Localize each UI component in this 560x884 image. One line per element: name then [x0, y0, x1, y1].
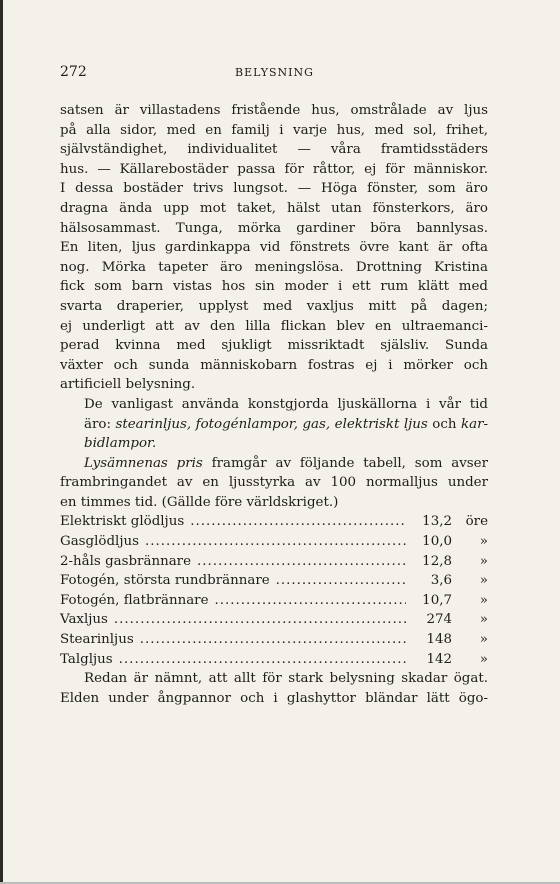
body-text: [60, 101, 488, 708]
table-row: [60, 512, 488, 532]
text-line: fick som barn vistas hos sin moder i ett rum klätt med: [60, 279, 488, 295]
italic-text: Lysämnenas pris: [84, 455, 203, 471]
price-value: 10,7: [422, 592, 452, 608]
price-value: 148: [426, 632, 452, 648]
price-label: Vaxljus: [60, 612, 108, 628]
text-line: hus. — Källarebostäder passa för råttor, ej för människor.: [60, 161, 488, 177]
text-line: svarta draperier, upplyst med vaxljus mitt på dagen;: [60, 298, 488, 314]
text-line: på alla sidor, med en familj i varje hus, med sol, frihet,: [60, 122, 488, 138]
paragraph-1: [60, 101, 488, 395]
text-line: artificiell belysning.: [60, 377, 196, 393]
italic-text: bidlampor.: [84, 436, 157, 452]
price-label: Talgljus: [60, 651, 113, 667]
dot-leader: [190, 512, 406, 532]
price-label: Gasglödljus: [60, 534, 139, 550]
price-unit: »: [479, 534, 488, 550]
price-label: Fotogén, flatbrännare: [60, 592, 209, 608]
paragraph-2: [60, 395, 488, 454]
price-value: 10,0: [422, 534, 452, 550]
text-line: frambringandet av en ljusstyrka av 100 normalljus under: [60, 475, 488, 491]
text-line: [60, 454, 488, 474]
italic-text: stearinljus, fotogénlampor, gas, elektriskt ljus: [115, 416, 428, 432]
table-row: [60, 650, 488, 670]
running-title: BELYSNING: [235, 66, 314, 79]
price-value: 274: [426, 612, 452, 628]
text-run: äro:: [84, 416, 116, 432]
text-line: [60, 415, 488, 435]
price-value: 12,8: [422, 553, 452, 569]
text-line: Redan är nämnt, att allt för stark belysning skadar ögat.: [84, 671, 488, 687]
table-row: [60, 532, 488, 552]
text-line: ej underligt att av den lilla flickan blev en ultraemanci-: [60, 318, 488, 334]
text-line: Elden under ångpannor och i glashyttor bländar lätt ögo-: [60, 690, 488, 706]
text-line: perad kvinna med sjukligt missriktadt själsliv. Sunda: [60, 338, 488, 354]
text-line: självständighet, individualitet — våra framtidsstäders: [60, 142, 488, 158]
table-row: [60, 591, 488, 611]
price-value: 3,6: [430, 573, 452, 589]
scan-edge-left: [0, 0, 3, 884]
text-line: dragna ända upp mot taket, hälst utan fönsterkors, äro: [60, 200, 488, 216]
text-line: en timmes tid. (Gällde före världskriget.): [60, 494, 339, 510]
price-unit: »: [479, 632, 488, 648]
price-value: 142: [426, 651, 452, 667]
price-label: 2-håls gasbrännare: [60, 553, 192, 569]
text-line: [60, 434, 488, 454]
paragraph-3: [60, 454, 488, 513]
page-number: 272: [60, 64, 87, 80]
italic-text: kar-: [460, 416, 488, 432]
dot-leader: [145, 532, 406, 552]
page-header: [60, 64, 500, 84]
table-row: [60, 630, 488, 650]
dot-leader: [197, 552, 406, 572]
price-label: Stearinljus: [60, 632, 134, 648]
price-value: 13,2: [422, 514, 452, 530]
dot-leader: [140, 630, 406, 650]
dot-leader: [114, 610, 406, 630]
text-line: I dessa bostäder trivs lungsot. — Höga fönster, som äro: [60, 181, 488, 197]
text-line: De vanligast använda konstgjorda ljuskällorna i vår tid: [84, 396, 488, 412]
text-line: En liten, ljus gardinkappa vid fönstrets övre kant är ofta: [60, 240, 488, 256]
price-unit: öre: [465, 514, 488, 530]
text-run: och: [427, 416, 461, 432]
price-unit: »: [479, 553, 488, 569]
table-row: [60, 552, 488, 572]
price-unit: »: [479, 573, 488, 589]
text-line: satsen är villastadens fristående hus, omstrålade av ljus: [60, 103, 488, 118]
price-unit: »: [479, 651, 488, 667]
text-line: hälsosammast. Tunga, mörka gardiner böra bannlysas.: [60, 220, 488, 236]
dot-leader: [119, 650, 406, 670]
price-unit: »: [479, 612, 488, 628]
dot-leader: [215, 591, 406, 611]
price-label: Fotogén, största rundbrännare: [60, 573, 270, 589]
text-line: växter och sunda människobarn fostras ej i mörker och: [60, 357, 488, 373]
dot-leader: [276, 571, 406, 591]
price-unit: »: [479, 592, 488, 608]
paragraph-4: [60, 669, 488, 708]
text-run: framgår av följande tabell, som avser: [202, 455, 489, 471]
table-row: [60, 610, 488, 630]
price-table: [60, 512, 488, 669]
text-line: nog. Mörka tapeter äro meningslösa. Drottning Kristina: [60, 259, 488, 275]
price-label: Elektriskt glödljus: [60, 514, 185, 530]
table-row: [60, 571, 488, 591]
